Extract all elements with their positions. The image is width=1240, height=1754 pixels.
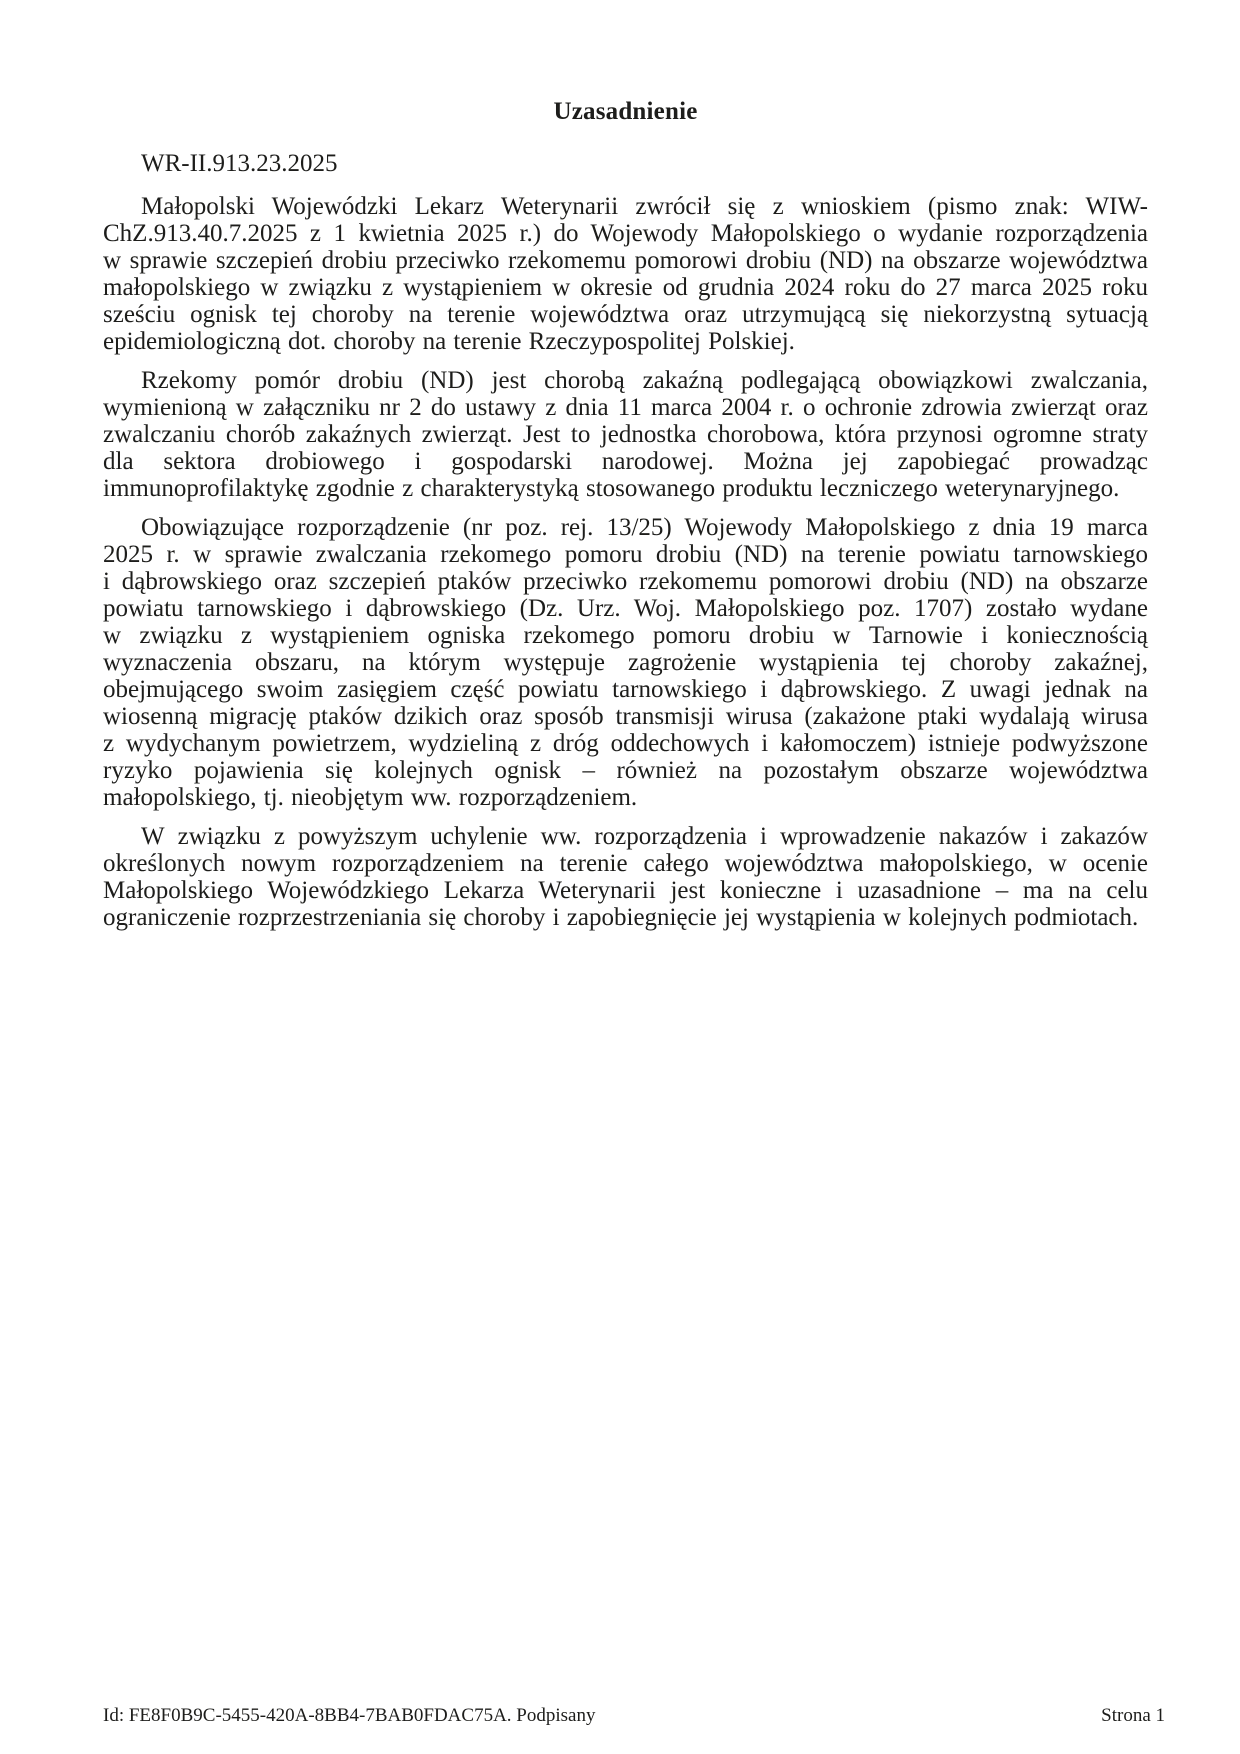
- page-number: Strona 1: [1101, 1705, 1165, 1726]
- document-title: Uzasadnienie: [553, 98, 698, 125]
- reference-number: WR-II.913.23.2025: [141, 150, 338, 177]
- paragraph-request: Małopolski Wojewódzki Lekarz Weterynarii zwrócił się z wnioskiem (pismo znak: WIW-ChZ.913.40.7.2025 z 1 kwietnia 2025 r.) do Wojewody Małopolskiego o wydanie rozporządzenia w sprawie szczepień drobiu przeciwko rzekomemu pomorowi drobiu (ND) na obszarze województwa małopolskiego w związku z wystąpieniem w okresie od grudnia 2024 roku do 27 marca 2025 roku sześciu ognisk tej choroby na terenie województwa oraz utrzymującą się niekorzystną sytuacją epidemiologiczną dot. choroby na terenie Rzeczypospolitej Polskiej.: [103, 193, 1148, 355]
- paragraph-conclusion: W związku z powyższym uchylenie ww. rozporządzenia i wprowadzenie nakazów i zakazów określonych nowym rozporządzeniem na terenie całego województwa małopolskiego, w ocenie Małopolskiego Wojewódzkiego Lekarza Weterynarii jest konieczne i uzasadnione – ma na celu ograniczenie rozprzestrzeniania się choroby i zapobiegnięcie jej wystąpienia w kolejnych podmiotach.: [103, 823, 1148, 931]
- document-id: Id: FE8F0B9C-5455-420A-8BB4-7BAB0FDAC75A. Podpisany: [103, 1705, 596, 1726]
- paragraph-current-regulation: Obowiązujące rozporządzenie (nr poz. rej. 13/25) Wojewody Małopolskiego z dnia 19 marca 2025 r. w sprawie zwalczania rzekomego pomoru drobiu (ND) na terenie powiatu tarnowskiego i dąbrowskiego oraz szczepień ptaków przeciwko rzekomemu pomorowi drobiu (ND) na obszarze powiatu tarnowskiego i dąbrowskiego (Dz. Urz. Woj. Małopolskiego poz. 1707) zostało wydane w związku z wystąpieniem ogniska rzekomego pomoru drobiu w Tarnowie i koniecznością wyznaczenia obszaru, na którym występuje zagrożenie wystąpienia tej choroby zakaźnej, obejmującego swoim zasięgiem część powiatu tarnowskiego i dąbrowskiego. Z uwagi jednak na wiosenną migrację ptaków dzikich oraz sposób transmisji wirusa (zakażone ptaki wydalają wirusa z wydychanym powietrzem, wydzieliną z dróg oddechowych i kałomoczem) istnieje podwyższone ryzyko pojawienia się kolejnych ognisk – również na pozostałym obszarze województwa małopolskiego, tj. nieobjętym ww. rozporządzeniem.: [103, 514, 1148, 811]
- page-footer: [103, 1702, 1165, 1729]
- paragraph-disease-description: Rzekomy pomór drobiu (ND) jest chorobą zakaźną podlegającą obowiązkowi zwalczania, wymienioną w załączniku nr 2 do ustawy z dnia 11 marca 2004 r. o ochronie zdrowia zwierząt oraz zwalczaniu chorób zakaźnych zwierząt. Jest to jednostka chorobowa, która przynosi ogromne straty dla sektora drobiowego i gospodarski narodowej. Można jej zapobiegać prowadząc immunoprofilaktykę zgodnie z charakterystyką stosowanego produktu leczniczego weterynaryjnego.: [103, 367, 1148, 502]
